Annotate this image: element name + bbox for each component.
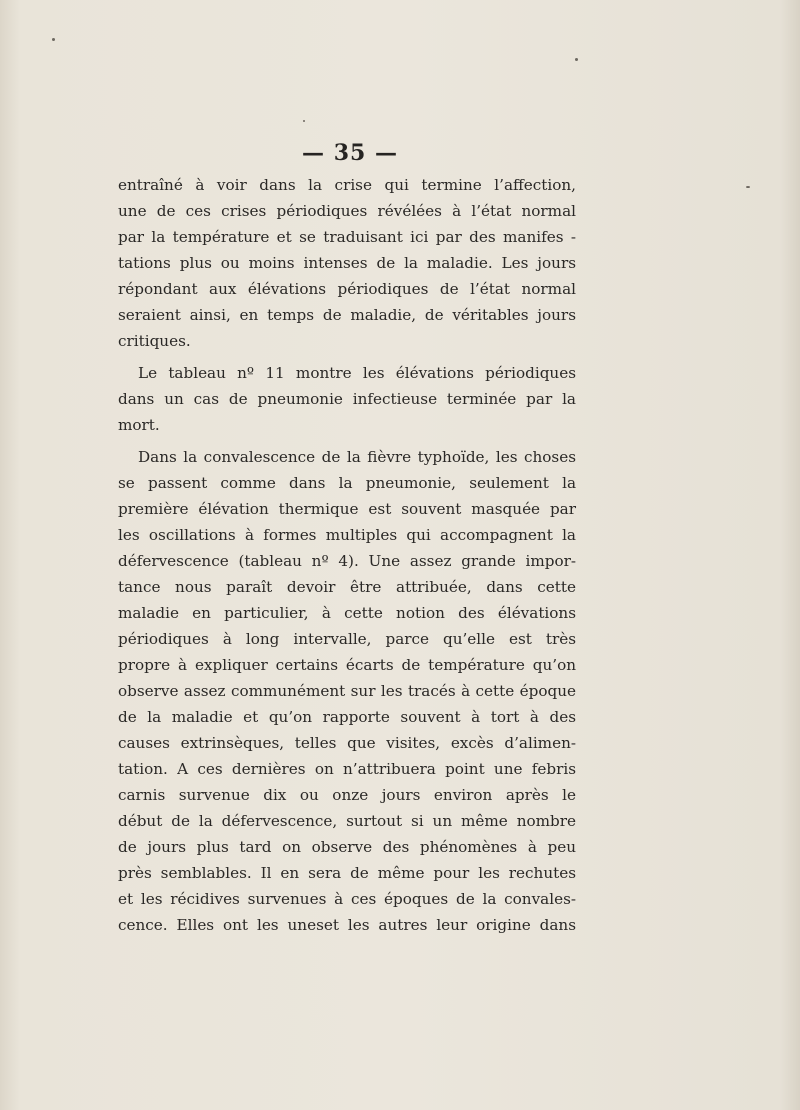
text-line: première élévation thermique est souvent masquée par bbox=[118, 500, 576, 518]
paper-speck bbox=[52, 38, 55, 41]
text-line: observe assez communément sur les tracés à cette époque bbox=[118, 682, 576, 700]
text-line: entraîné à voir dans la crise qui termine l’affection, bbox=[118, 176, 576, 194]
paper-speck bbox=[575, 58, 578, 61]
text-line: mort. bbox=[118, 416, 160, 434]
text-line: Le tableau nº 11 montre les élévations périodiques bbox=[138, 364, 576, 382]
text-line: tations plus ou moins intenses de la maladie. Les jours bbox=[118, 254, 576, 272]
body-text bbox=[118, 172, 576, 938]
paragraph bbox=[118, 360, 576, 438]
paragraph bbox=[118, 172, 576, 354]
text-line: tance nous paraît devoir être attribuée, dans cette bbox=[118, 578, 576, 596]
text-line: critiques. bbox=[118, 332, 191, 350]
text-line: de jours plus tard on observe des phénomènes à peu bbox=[118, 838, 576, 856]
text-line: dans un cas de pneumonie infectieuse terminée par la bbox=[118, 390, 576, 408]
text-line: cence. Elles ont les uneset les autres leur origine dans bbox=[118, 916, 576, 934]
text-line: et les récidives survenues à ces époques de la convales- bbox=[118, 890, 576, 908]
text-line: tation. A ces dernières on n’attribuera point une febris bbox=[118, 760, 576, 778]
text-line: répondant aux élévations périodiques de l’état normal bbox=[118, 280, 576, 298]
paragraph bbox=[118, 444, 576, 938]
page-number: — 35 — bbox=[302, 140, 398, 166]
text-line: carnis survenue dix ou onze jours environ après le bbox=[118, 786, 576, 804]
text-line: causes extrinsèques, telles que visites, excès d’alimen- bbox=[118, 734, 576, 752]
text-line: se passent comme dans la pneumonie, seulement la bbox=[118, 474, 576, 492]
text-line: seraient ainsi, en temps de maladie, de véritables jours bbox=[118, 306, 576, 324]
text-line: défervescence (tableau nº 4). Une assez grande impor- bbox=[118, 552, 576, 570]
text-line: près semblables. Il en sera de même pour les rechutes bbox=[118, 864, 576, 882]
paper-speck bbox=[746, 186, 750, 188]
text-line: de la maladie et qu’on rapporte souvent à tort à des bbox=[118, 708, 576, 726]
text-line: maladie en particulier, à cette notion des élévations bbox=[118, 604, 576, 622]
text-line: périodiques à long intervalle, parce qu’elle est très bbox=[118, 630, 576, 648]
text-line: par la température et se traduisant ici par des manifes - bbox=[118, 228, 576, 246]
text-line: une de ces crises périodiques révélées à l’état normal bbox=[118, 202, 576, 220]
text-line: début de la défervescence, surtout si un même nombre bbox=[118, 812, 576, 830]
text-line: propre à expliquer certains écarts de température qu’on bbox=[118, 656, 576, 674]
text-line: les oscillations à formes multiples qui accompagnent la bbox=[118, 526, 576, 544]
paper-speck bbox=[303, 120, 305, 122]
text-line: Dans la convalescence de la fièvre typhoïde, les choses bbox=[138, 448, 576, 466]
